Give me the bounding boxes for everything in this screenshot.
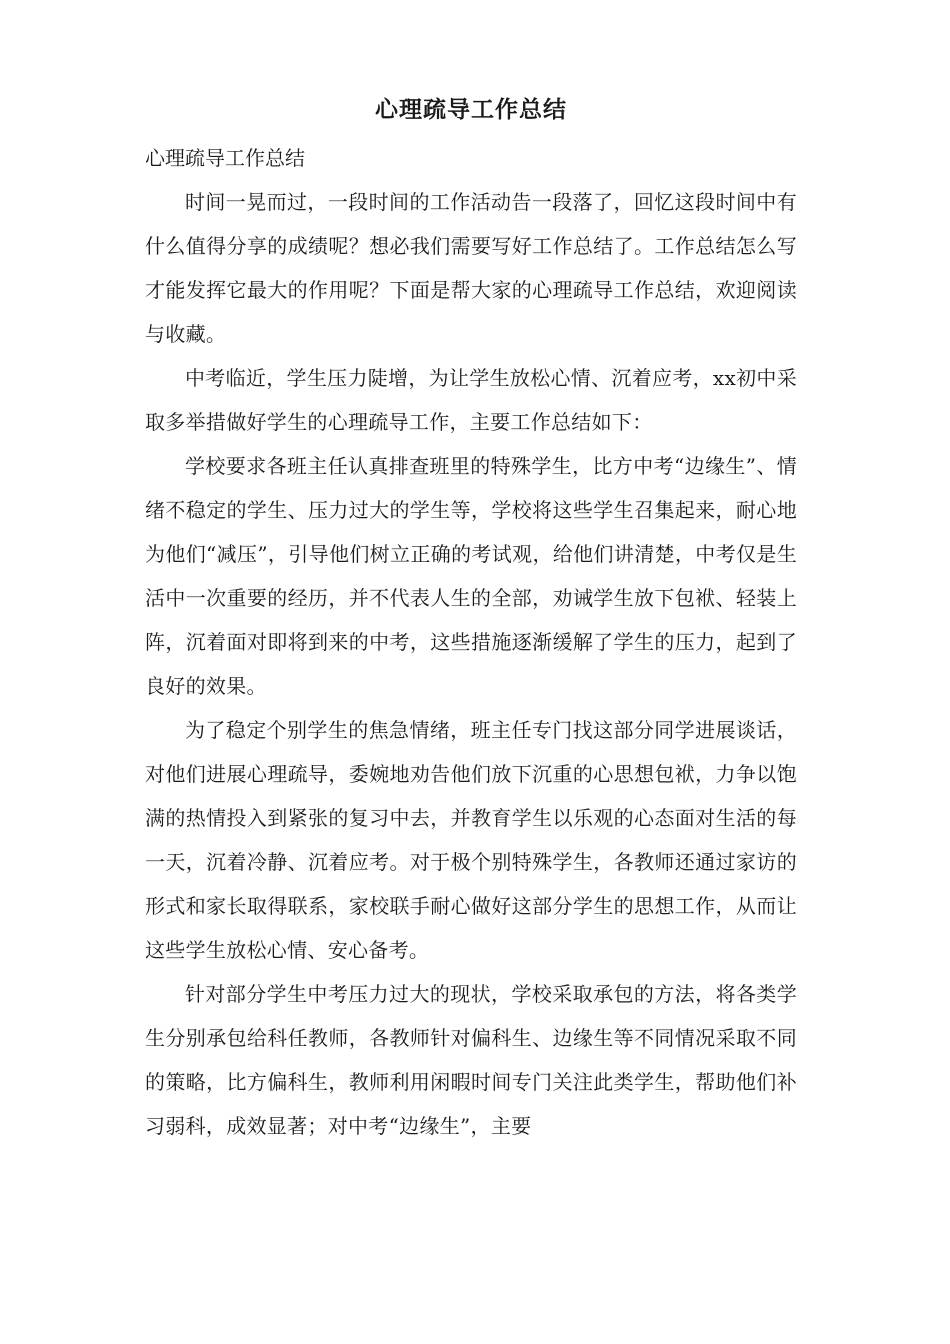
paragraph-counseling: 为了稳定个别学生的焦急情绪，班主任专门找这部分同学进展谈话，对他们进展心理疏导，委婉地劝告他们放下沉重的心思想包袱，力争以饱满的热情投入到紧张的复习中去，并教育学生以乐观的心态面对生活的每一天，沉着冷静、沉着应考。对于极个别特殊学生，各教师还通过家访的形式和家长取得联系，家校联手耐心做好这部分学生的思想工作，从而让这些学生放松心情、安心备考。 bbox=[145, 718, 797, 962]
document-page bbox=[145, 90, 797, 1148]
paragraph-background: 中考临近，学生压力陡增，为让学生放松心情、沉着应考，xx初中采取多举措做好学生的心理疏导工作，主要工作总结如下： bbox=[145, 366, 797, 434]
paragraph-intro: 时间一晃而过，一段时间的工作活动告一段落了，回忆这段时间中有什么值得分享的成绩呢？想必我们需要写好工作总结了。工作总结怎么写才能发挥它最大的作用呢？下面是帮大家的心理疏导工作总结，欢迎阅读与收藏。 bbox=[145, 190, 797, 346]
document-title: 心理疏导工作总结 bbox=[375, 96, 567, 123]
document-subtitle: 心理疏导工作总结 bbox=[145, 146, 305, 170]
paragraph-contracting: 针对部分学生中考压力过大的现状，学校采取承包的方法，将各类学生分别承包给科任教师，各教师针对偏科生、边缘生等不同情况采取不同的策略，比方偏科生，教师利用闲暇时间专门关注此类学生，帮助他们补习弱科，成效显著；对中考“边缘生”，主要 bbox=[145, 982, 797, 1138]
paragraph-screening: 学校要求各班主任认真排查班里的特殊学生，比方中考“边缘生”、情绪不稳定的学生、压力过大的学生等，学校将这些学生召集起来，耐心地为他们“减压”，引导他们树立正确的考试观，给他们讲清楚，中考仅是生活中一次重要的经历，并不代表人生的全部，劝诫学生放下包袱、轻装上阵，沉着面对即将到来的中考，这些措施逐渐缓解了学生的压力，起到了良好的效果。 bbox=[145, 454, 797, 698]
